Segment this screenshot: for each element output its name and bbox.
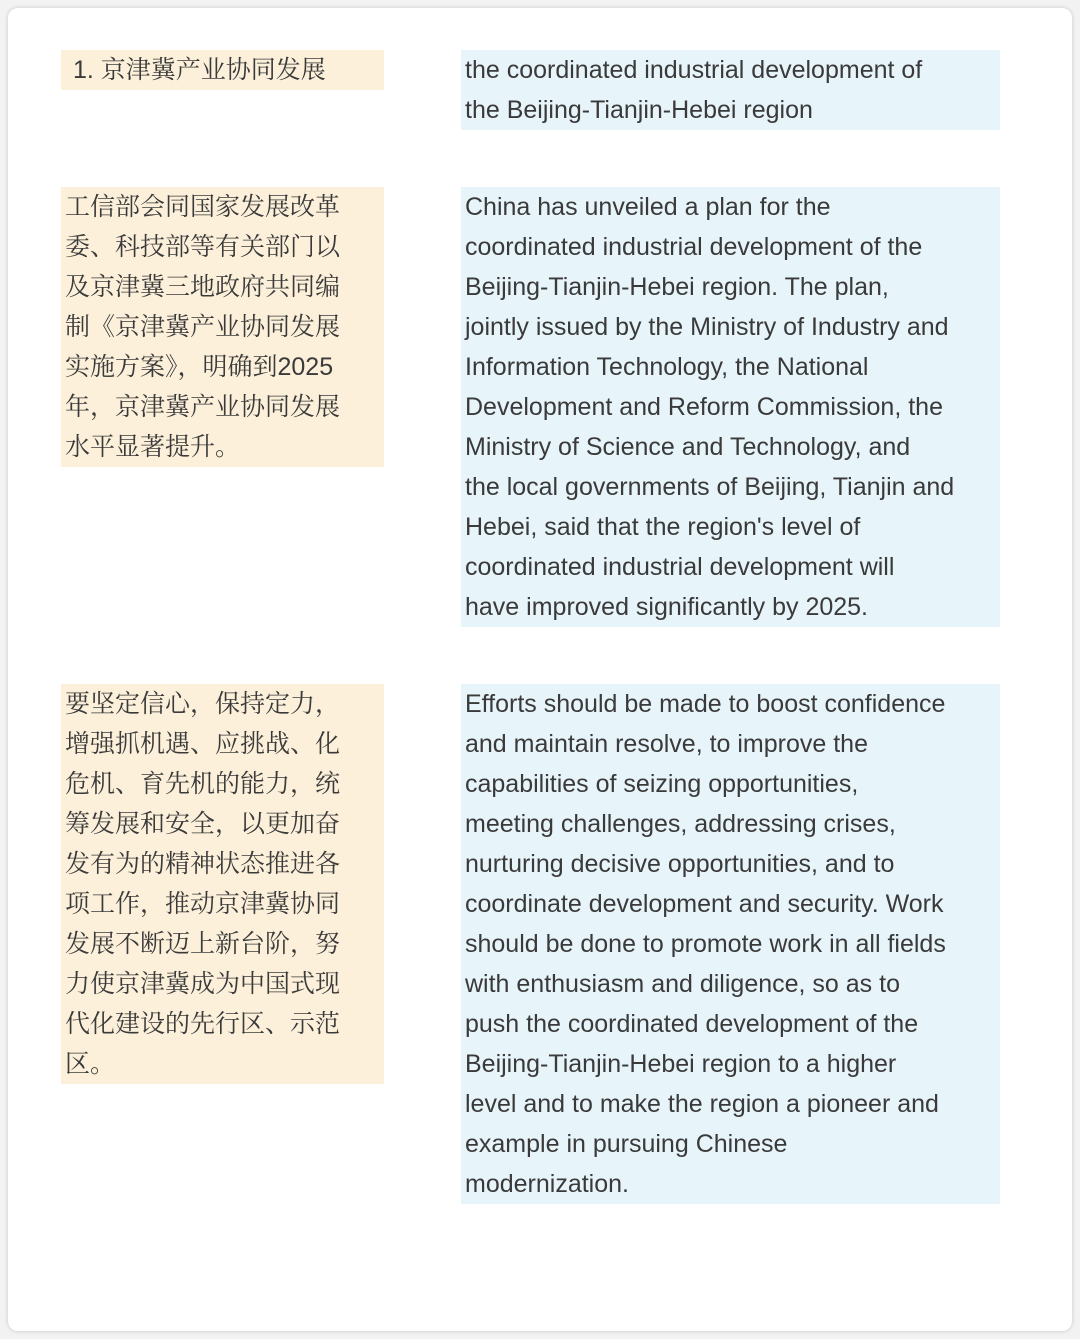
text-line: 发展不断迈上新台阶，努 xyxy=(65,930,341,958)
text-line: 要坚定信心，保持定力， xyxy=(65,690,341,718)
chinese-heading xyxy=(61,50,384,90)
text-line: meeting challenges, addressing crises, xyxy=(465,810,896,838)
text-line: 实施方案》，明确到2025 xyxy=(65,353,334,381)
text-line: Beijing-Tianjin-Hebei region. The plan, xyxy=(465,273,889,301)
text-line: 工信部会同国家发展改革 xyxy=(65,193,341,221)
text-line: Ministry of Science and Technology, and xyxy=(465,433,911,461)
chinese-paragraph-2 xyxy=(61,684,384,1084)
text-line: should be done to promote work in all fields xyxy=(465,930,946,958)
english-paragraph-1 xyxy=(461,187,1000,627)
text-line: Information Technology, the National xyxy=(465,353,869,381)
text-line: jointly issued by the Ministry of Industry and xyxy=(465,313,949,341)
text-line: Beijing-Tianjin-Hebei region to a higher xyxy=(465,1050,897,1078)
text-line: China has unveiled a plan for the xyxy=(465,193,831,221)
english-paragraph-2 xyxy=(461,684,1000,1204)
text-line: example in pursuing Chinese xyxy=(465,1130,788,1158)
text-line: 发有为的精神状态推进各 xyxy=(65,850,341,878)
text-line: 1. 京津冀产业协同发展 xyxy=(73,56,326,84)
text-line: coordinated industrial development will xyxy=(465,553,895,581)
text-line: nurturing decisive opportunities, and to xyxy=(465,850,895,878)
text-line: coordinated industrial development of the xyxy=(465,233,923,261)
text-line: level and to make the region a pioneer and xyxy=(465,1090,939,1118)
text-line: modernization. xyxy=(465,1170,629,1198)
text-line: 制《京津冀产业协同发展 xyxy=(65,313,341,341)
text-line: push the coordinated development of the xyxy=(465,1010,919,1038)
text-line: have improved significantly by 2025. xyxy=(465,593,869,621)
text-line: capabilities of seizing opportunities, xyxy=(465,770,859,798)
text-line: 区。 xyxy=(65,1050,116,1078)
text-line: the Beijing-Tianjin-Hebei region xyxy=(465,96,813,124)
english-heading xyxy=(461,50,1000,130)
text-line: 增强抓机遇、应挑战、化 xyxy=(65,730,341,758)
text-line: Hebei, said that the region's level of xyxy=(465,513,861,541)
text-line: Development and Reform Commission, the xyxy=(465,393,943,421)
text-line: the coordinated industrial development of xyxy=(465,56,923,84)
text-line: 力使京津冀成为中国式现 xyxy=(65,970,341,998)
text-line: 代化建设的先行区、示范 xyxy=(65,1010,341,1038)
text-line: the local governments of Beijing, Tianjin and xyxy=(465,473,955,501)
text-line: Efforts should be made to boost confidence xyxy=(465,690,946,718)
text-line: 筹发展和安全，以更加奋 xyxy=(65,810,341,838)
text-line: 年，京津冀产业协同发展 xyxy=(65,393,341,421)
text-line: coordinate development and security. Work xyxy=(465,890,944,918)
text-line: 危机、育先机的能力，统 xyxy=(65,770,341,798)
text-line: 项工作，推动京津冀协同 xyxy=(65,890,341,918)
text-line: with enthusiasm and diligence, so as to xyxy=(465,970,900,998)
chinese-paragraph-1 xyxy=(61,187,384,467)
document-card xyxy=(8,8,1072,1331)
text-line: 委、科技部等有关部门以 xyxy=(65,233,341,261)
text-line: and maintain resolve, to improve the xyxy=(465,730,868,758)
text-line: 及京津冀三地政府共同编 xyxy=(65,273,341,301)
text-line: 水平显著提升。 xyxy=(65,433,241,461)
